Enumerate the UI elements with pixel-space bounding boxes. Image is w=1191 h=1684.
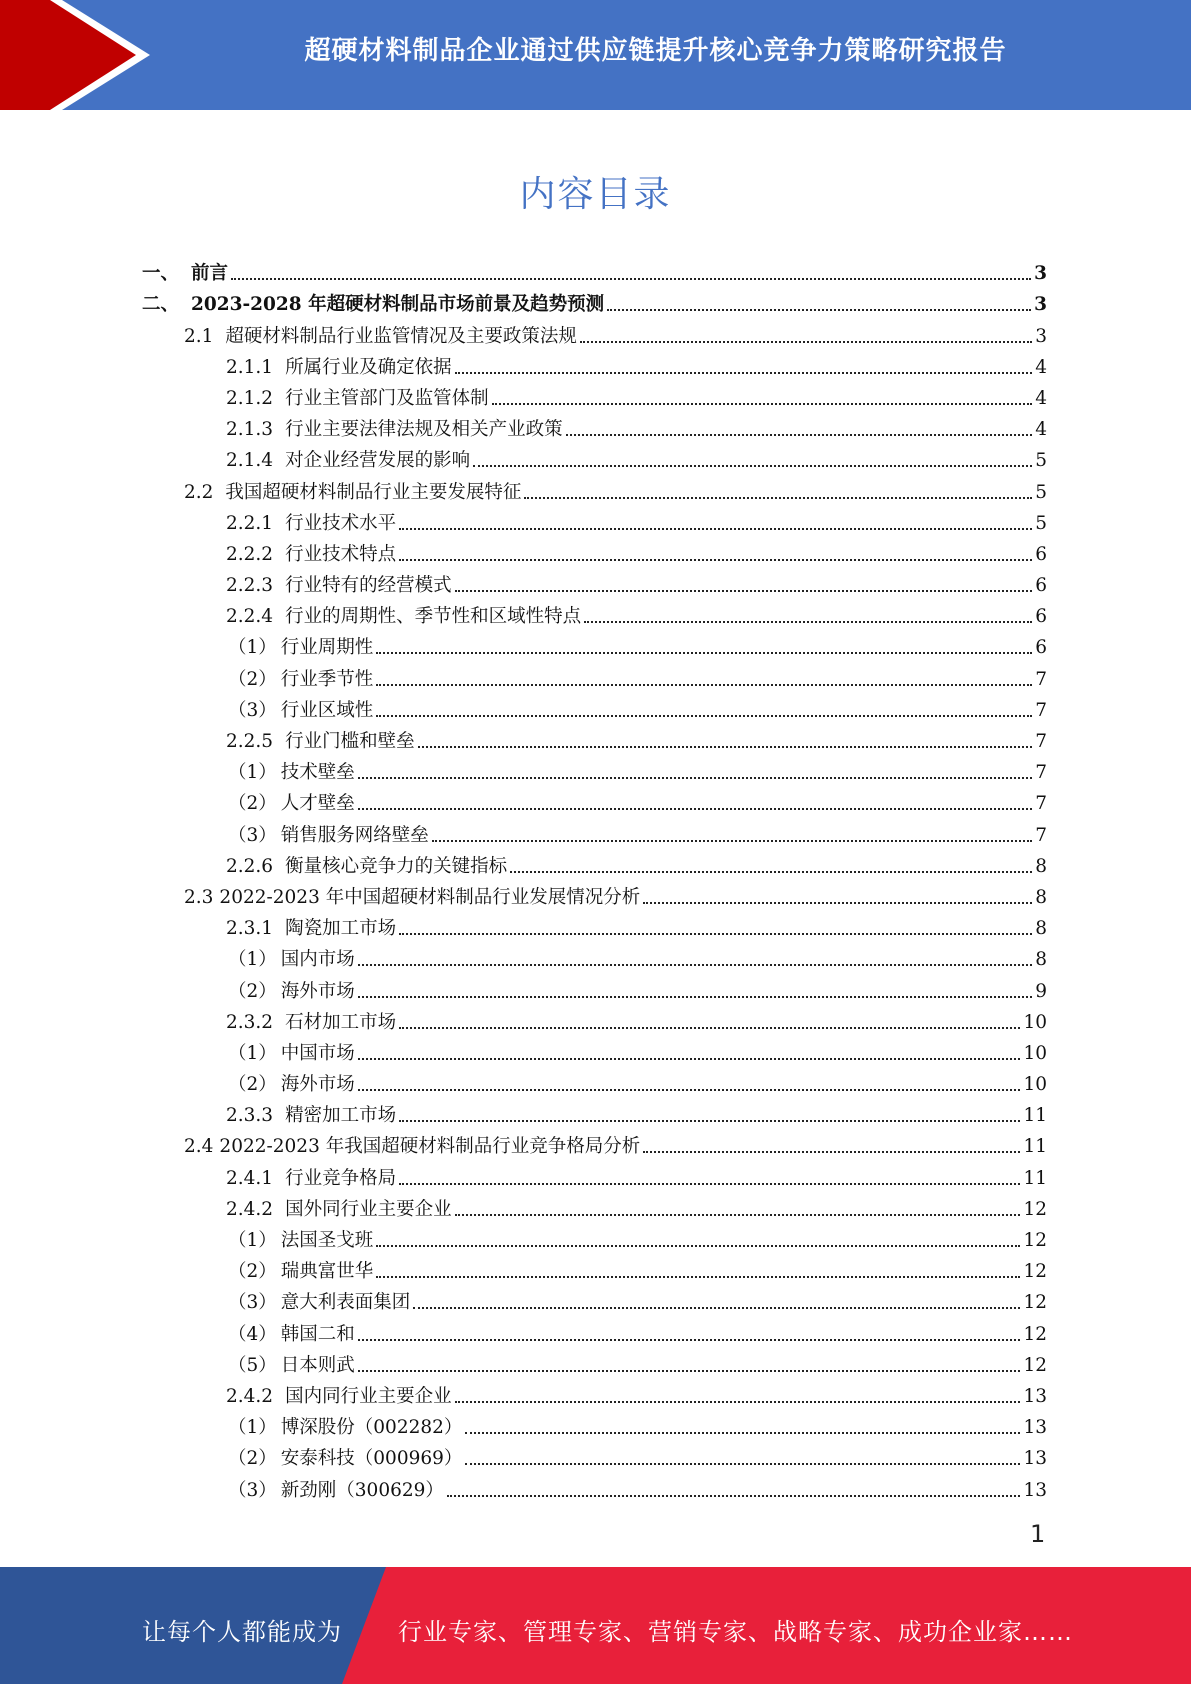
toc-entry-page: 8 (1035, 918, 1047, 940)
toc-entry-title: 衡量核心竞争力的关键指标 (285, 855, 508, 877)
table-of-contents (0, 254, 1191, 1502)
toc-entry-page: 3 (1034, 294, 1047, 316)
toc-entry[interactable] (228, 1408, 1047, 1439)
toc-entry-title: 意大利表面集团 (280, 1292, 411, 1314)
toc-entry-title: 海外市场 (280, 980, 355, 1002)
toc-dot-leader (455, 371, 1033, 374)
toc-entry-page: 12 (1023, 1261, 1047, 1283)
toc-dot-leader (376, 1244, 1020, 1247)
toc-entry-number: （3） (228, 1292, 277, 1314)
toc-entry[interactable] (228, 784, 1047, 815)
toc-dot-leader (524, 496, 1032, 499)
toc-entry-page: 5 (1035, 512, 1047, 534)
toc-entry-page: 7 (1035, 668, 1047, 690)
toc-entry[interactable] (226, 410, 1047, 441)
toc-entry-number: 一、 (142, 263, 180, 285)
toc-entry-page: 12 (1023, 1323, 1047, 1345)
toc-dot-leader (465, 1462, 1020, 1465)
toc-entry[interactable] (228, 628, 1047, 659)
toc-entry-title: 博深股份（002282） (280, 1417, 463, 1439)
toc-dot-leader (358, 963, 1032, 966)
toc-entry-title: 行业主管部门及监管体制 (285, 387, 489, 409)
toc-entry-number: 2.2 (184, 481, 214, 503)
toc-entry-title: 行业特有的经营模式 (285, 575, 452, 597)
toc-entry-page: 8 (1035, 855, 1047, 877)
chevron-arrow-icon (0, 0, 170, 110)
toc-dot-leader (358, 1338, 1021, 1341)
toc-entry[interactable] (226, 597, 1047, 628)
toc-entry[interactable] (228, 753, 1047, 784)
toc-entry-title: 2022-2023 年我国超硬材料制品行业竞争格局分析 (219, 1136, 641, 1158)
toc-entry-title: 精密加工市场 (285, 1105, 397, 1127)
toc-entry[interactable] (226, 1158, 1047, 1189)
toc-entry-number: （1） (228, 949, 277, 971)
toc-entry-page: 12 (1023, 1230, 1047, 1251)
toc-entry[interactable] (226, 1190, 1047, 1221)
toc-dot-leader (492, 402, 1033, 405)
toc-entry-page: 6 (1035, 543, 1047, 565)
toc-entry-number: 2.2.5 (226, 731, 274, 752)
toc-entry-number: 2.4.1 (226, 1167, 274, 1189)
toc-dot-leader (607, 308, 1031, 311)
toc-entry[interactable] (228, 1439, 1047, 1470)
toc-dot-leader (358, 1369, 1021, 1372)
toc-dot-leader (231, 277, 1031, 280)
toc-dot-leader (399, 1182, 1020, 1185)
toc-entry-number: （4） (228, 1323, 277, 1345)
toc-dot-leader (376, 714, 1032, 717)
toc-entry-number: （2） (228, 793, 277, 815)
toc-dot-leader (566, 433, 1033, 436)
page-number: 1 (1030, 1520, 1046, 1548)
toc-entry-title: 销售服务网络壁垒 (280, 824, 429, 846)
toc-entry-title: 法国圣戈班 (280, 1230, 374, 1251)
toc-entry-page: 5 (1035, 481, 1047, 503)
toc-entry[interactable] (184, 316, 1047, 347)
toc-entry-number: 2.1.1 (226, 356, 274, 378)
toc-entry[interactable] (228, 1065, 1047, 1096)
toc-entry-title: 行业周期性 (280, 637, 374, 659)
toc-entry-number: （3） (228, 699, 277, 721)
toc-entry-title: 中国市场 (280, 1042, 355, 1064)
toc-entry[interactable] (228, 1283, 1047, 1314)
toc-dot-leader (399, 932, 1032, 935)
toc-entry-number: （2） (228, 980, 277, 1002)
toc-entry-number: 二、 (142, 294, 180, 316)
toc-entry-title: 2023-2028 年超硬材料制品市场前景及趋势预测 (191, 294, 605, 316)
toc-entry-page: 13 (1023, 1448, 1047, 1470)
toc-entry[interactable] (228, 1252, 1047, 1283)
toc-entry-title: 国内同行业主要企业 (285, 1385, 452, 1407)
toc-dot-leader (376, 1275, 1020, 1278)
toc-entry[interactable] (226, 504, 1047, 535)
toc-entry-title: 技术壁垒 (280, 762, 355, 784)
toc-dot-leader (473, 464, 1032, 467)
toc-entry-number: 2.2.4 (226, 606, 274, 628)
toc-entry-page: 5 (1035, 450, 1047, 472)
toc-entry-number: （2） (228, 1448, 277, 1470)
toc-entry[interactable] (228, 971, 1047, 1002)
toc-entry[interactable] (228, 1314, 1047, 1345)
toc-entry-page: 8 (1035, 949, 1047, 971)
report-title: 超硬材料制品企业通过供应链提升核心竞争力策略研究报告 (304, 36, 1007, 66)
toc-dot-leader (358, 1088, 1021, 1091)
toc-entry-title: 所属行业及确定依据 (285, 356, 452, 378)
toc-entry-number: （2） (228, 1074, 277, 1096)
toc-dot-leader (358, 776, 1032, 779)
toc-entry-title: 国内市场 (280, 949, 355, 971)
toc-entry-page: 10 (1023, 1011, 1047, 1033)
toc-entry-title: 瑞典富世华 (280, 1261, 374, 1283)
toc-heading: 内容目录 (519, 174, 672, 215)
toc-entry[interactable] (226, 566, 1047, 597)
toc-entry-number: （3） (228, 824, 277, 846)
toc-entry-page: 12 (1023, 1198, 1047, 1220)
toc-entry-number: （1） (228, 637, 277, 659)
toc-dot-leader (399, 1119, 1020, 1122)
toc-entry-number: 2.3.1 (226, 918, 274, 940)
toc-entry-number: 2.4.2 (226, 1385, 274, 1407)
toc-entry-number: 2.1 (184, 325, 214, 347)
toc-entry-title: 超硬材料制品行业监管情况及主要政策法规 (225, 325, 577, 347)
toc-entry-title: 海外市场 (280, 1074, 355, 1096)
toc-dot-leader (376, 651, 1032, 654)
toc-entry-title: 行业竞争格局 (285, 1167, 397, 1189)
toc-dot-leader (418, 745, 1033, 748)
toc-entry[interactable] (228, 659, 1047, 690)
toc-entry-number: （2） (228, 1261, 277, 1283)
toc-entry-number: 2.2.1 (226, 512, 274, 534)
toc-dot-leader (358, 995, 1032, 998)
toc-entry-title: 国外同行业主要企业 (285, 1198, 452, 1220)
toc-dot-leader (455, 1400, 1021, 1403)
toc-entry-title: 新劲刚（300629） (280, 1479, 444, 1501)
toc-entry-page: 6 (1035, 575, 1047, 597)
toc-entry[interactable] (184, 1127, 1047, 1158)
toc-dot-leader (432, 839, 1032, 842)
toc-dot-leader (643, 1150, 1020, 1153)
toc-entry[interactable] (226, 722, 1047, 753)
toc-entry-page: 11 (1023, 1105, 1047, 1127)
toc-entry-page: 7 (1035, 793, 1047, 815)
toc-dot-leader (376, 683, 1032, 686)
toc-dot-leader (413, 1306, 1020, 1309)
toc-entry-page: 7 (1035, 699, 1047, 721)
toc-entry[interactable] (226, 379, 1047, 410)
toc-entry-page: 12 (1023, 1292, 1047, 1314)
toc-entry-number: （5） (228, 1354, 277, 1376)
toc-dot-leader (399, 527, 1032, 530)
toc-entry-title: 对企业经营发展的影响 (285, 450, 471, 472)
toc-entry-number: （3） (228, 1479, 277, 1501)
toc-entry[interactable] (142, 285, 1047, 316)
footer-banner (0, 1567, 1191, 1684)
toc-entry-number: 2.4.2 (226, 1198, 274, 1220)
toc-entry-title: 行业季节性 (280, 668, 374, 690)
toc-entry[interactable] (226, 441, 1047, 472)
toc-entry[interactable] (184, 878, 1047, 909)
toc-entry-title: 安泰科技（000969） (280, 1448, 463, 1470)
toc-entry-page: 3 (1035, 325, 1047, 347)
toc-entry-title: 前言 (191, 263, 229, 285)
toc-dot-leader (465, 1431, 1020, 1434)
toc-entry-number: 2.3.3 (226, 1105, 274, 1127)
toc-entry-title: 日本则武 (280, 1354, 355, 1376)
toc-entry-page: 3 (1034, 263, 1047, 285)
toc-entry-title: 韩国二和 (280, 1323, 355, 1345)
toc-dot-leader (358, 1057, 1021, 1060)
toc-entry-page: 10 (1023, 1042, 1047, 1064)
toc-entry-title: 行业区域性 (280, 699, 374, 721)
toc-entry-number: 2.2.6 (226, 855, 274, 877)
toc-entry-number: （1） (228, 1417, 277, 1439)
toc-dot-leader (584, 620, 1032, 623)
toc-entry[interactable] (226, 1377, 1047, 1408)
toc-entry-page: 4 (1035, 387, 1047, 409)
toc-entry[interactable] (226, 909, 1047, 940)
toc-entry-page: 13 (1023, 1385, 1047, 1407)
toc-dot-leader (580, 340, 1032, 343)
toc-entry-page: 11 (1023, 1136, 1047, 1158)
toc-dot-leader (358, 807, 1032, 810)
toc-entry-title: 行业门槛和壁垒 (285, 731, 415, 752)
toc-entry-page: 7 (1035, 762, 1047, 784)
toc-entry-title: 石材加工市场 (285, 1011, 397, 1033)
toc-entry-number: 2.1.2 (226, 387, 274, 409)
toc-entry-title: 行业主要法律法规及相关产业政策 (285, 419, 563, 441)
toc-entry-number: 2.3.2 (226, 1011, 274, 1033)
toc-dot-leader (399, 1026, 1020, 1029)
toc-entry-number: （1） (228, 1230, 277, 1251)
toc-entry[interactable] (184, 472, 1047, 503)
toc-entry-page: 7 (1035, 731, 1047, 752)
toc-dot-leader (455, 589, 1033, 592)
toc-entry-page: 10 (1023, 1074, 1047, 1096)
toc-entry-number: 2.3 (184, 886, 214, 908)
toc-entry-title: 我国超硬材料制品行业主要发展特征 (225, 481, 522, 503)
footer-slogan-right: 行业专家、管理专家、营销专家、战略专家、成功企业家…… (398, 1618, 1073, 1646)
toc-entry[interactable] (142, 254, 1047, 285)
toc-entry-number: （2） (228, 668, 277, 690)
toc-entry[interactable] (228, 1346, 1047, 1377)
toc-entry[interactable] (226, 1096, 1047, 1127)
toc-dot-leader (643, 901, 1032, 904)
toc-entry-number: 2.2.2 (226, 543, 274, 565)
toc-entry[interactable] (228, 691, 1047, 722)
toc-entry-page: 4 (1035, 356, 1047, 378)
toc-entry-title: 行业技术特点 (285, 543, 397, 565)
toc-entry[interactable] (226, 847, 1047, 878)
toc-dot-leader (447, 1494, 1021, 1497)
toc-entry[interactable] (228, 1034, 1047, 1065)
toc-entry[interactable] (226, 348, 1047, 379)
toc-entry-page: 6 (1035, 606, 1047, 628)
toc-entry-page: 9 (1035, 980, 1047, 1002)
toc-entry-title: 陶瓷加工市场 (285, 918, 397, 940)
toc-entry-page: 12 (1023, 1354, 1047, 1376)
toc-entry-number: （1） (228, 762, 277, 784)
toc-entry[interactable] (228, 815, 1047, 846)
toc-entry[interactable] (226, 1003, 1047, 1034)
toc-dot-leader (399, 558, 1032, 561)
toc-entry-title: 2022-2023 年中国超硬材料制品行业发展情况分析 (219, 886, 641, 908)
toc-entry-page: 4 (1035, 419, 1047, 441)
toc-dot-leader (510, 870, 1032, 873)
footer-slogan-left: 让每个人都能成为 (142, 1618, 342, 1646)
toc-entry-page: 11 (1023, 1167, 1047, 1189)
toc-entry-title: 行业技术水平 (285, 512, 397, 534)
toc-entry-title: 人才壁垒 (280, 793, 355, 815)
toc-dot-leader (455, 1213, 1021, 1216)
toc-entry[interactable] (228, 1470, 1047, 1501)
toc-entry-page: 13 (1023, 1479, 1047, 1501)
toc-entry-page: 13 (1023, 1417, 1047, 1439)
toc-entry-number: 2.1.3 (226, 419, 274, 441)
toc-entry[interactable] (228, 940, 1047, 971)
toc-entry-number: （1） (228, 1042, 277, 1064)
toc-entry-number: 2.4 (184, 1136, 214, 1158)
toc-entry-page: 8 (1035, 886, 1047, 908)
toc-entry-page: 7 (1035, 824, 1047, 846)
toc-entry-title: 行业的周期性、季节性和区域性特点 (285, 606, 582, 628)
toc-entry-number: 2.2.3 (226, 575, 274, 597)
toc-entry[interactable] (228, 1221, 1047, 1252)
toc-entry-page: 6 (1035, 637, 1047, 659)
header-banner (0, 0, 1191, 110)
toc-entry[interactable] (226, 535, 1047, 566)
toc-entry-number: 2.1.4 (226, 450, 274, 472)
